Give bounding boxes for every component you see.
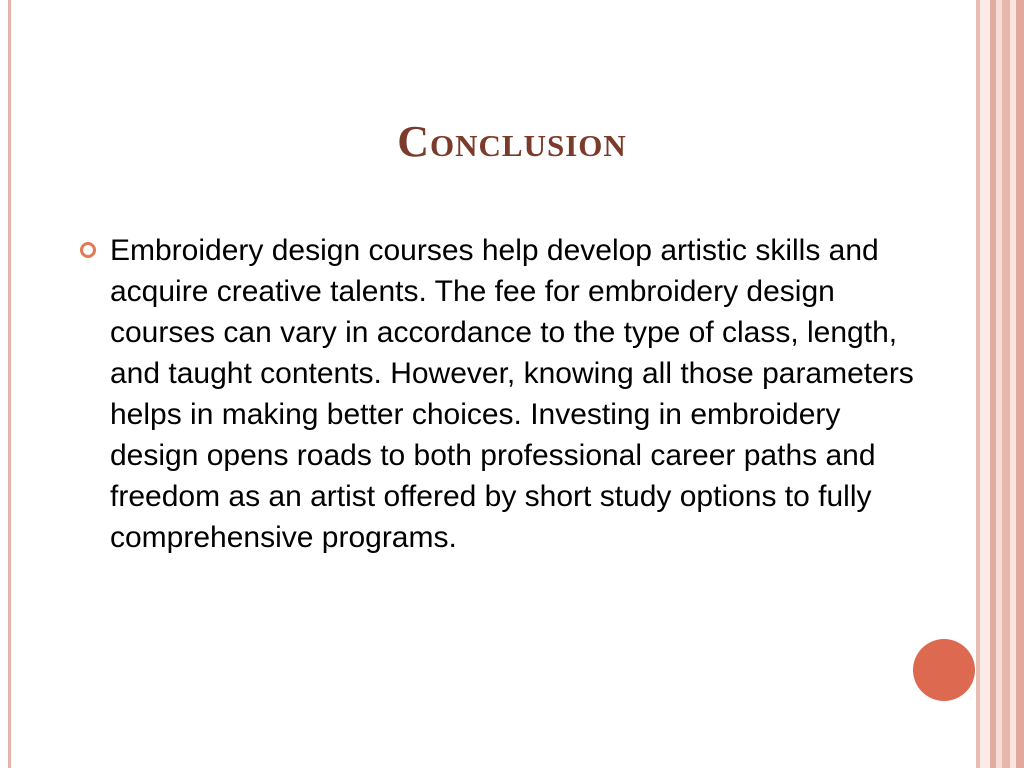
slide-title: Conclusion	[397, 117, 627, 166]
filled-circle-decoration-icon	[913, 639, 975, 701]
hollow-circle-bullet-icon	[80, 242, 96, 258]
bullet-text: Embroidery design courses help develop artistic skills and acquire creative talents. The fee for embroidery design courses can vary in accordance to the type of class, length, and taught contents. However, knowing all those parameters helps in making better choices. Investing in embroidery design opens roads to both professional career paths and freedom as an artist offered by short study options to fully comprehensive programs.	[110, 234, 914, 554]
